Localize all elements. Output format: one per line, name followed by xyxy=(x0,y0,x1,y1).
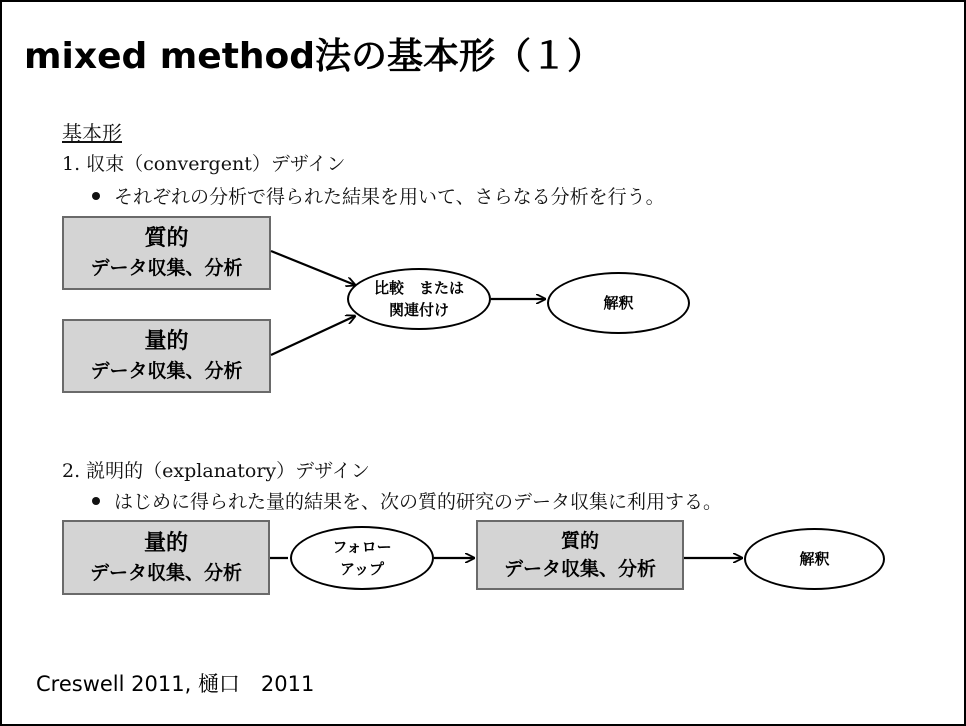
box-subtitle: データ収集、分析 xyxy=(89,562,242,584)
oval-line: フォロー xyxy=(332,538,392,556)
box-title: 量的 xyxy=(143,531,188,556)
box-subtitle: データ収集、分析 xyxy=(503,558,656,580)
design2-bullet-text: はじめに得られた量的結果を、次の質的研究のデータ収集に利用する。 xyxy=(114,491,723,513)
design2-label: 2. 説明的（explanatory）デザイン xyxy=(62,460,370,482)
slide-title: mixed method法の基本形（１） xyxy=(24,36,604,77)
box-subtitle: データ収集、分析 xyxy=(90,257,243,279)
oval-line: 関連付け xyxy=(388,301,449,319)
oval-line: 解釈 xyxy=(603,294,634,312)
section-heading: 基本形 xyxy=(62,121,122,145)
box-subtitle: データ収集、分析 xyxy=(90,360,243,382)
citation: Creswell 2011, 樋口 2011 xyxy=(36,672,315,696)
box-title: 質的 xyxy=(560,530,599,552)
box-title: 質的 xyxy=(144,226,189,251)
oval-line: 解釈 xyxy=(799,550,830,568)
arrow-quant-to-compare xyxy=(271,316,355,355)
design1-label: 1. 収束（convergent）デザイン xyxy=(62,153,346,175)
design1-bullet-text: それぞれの分析で得られた結果を用いて、さらなる分析を行う。 xyxy=(114,186,665,208)
arrow-qual-to-compare xyxy=(271,251,355,285)
oval-line: 比較 または xyxy=(373,279,464,297)
oval-line: アップ xyxy=(340,560,384,578)
box-title: 量的 xyxy=(144,329,189,354)
